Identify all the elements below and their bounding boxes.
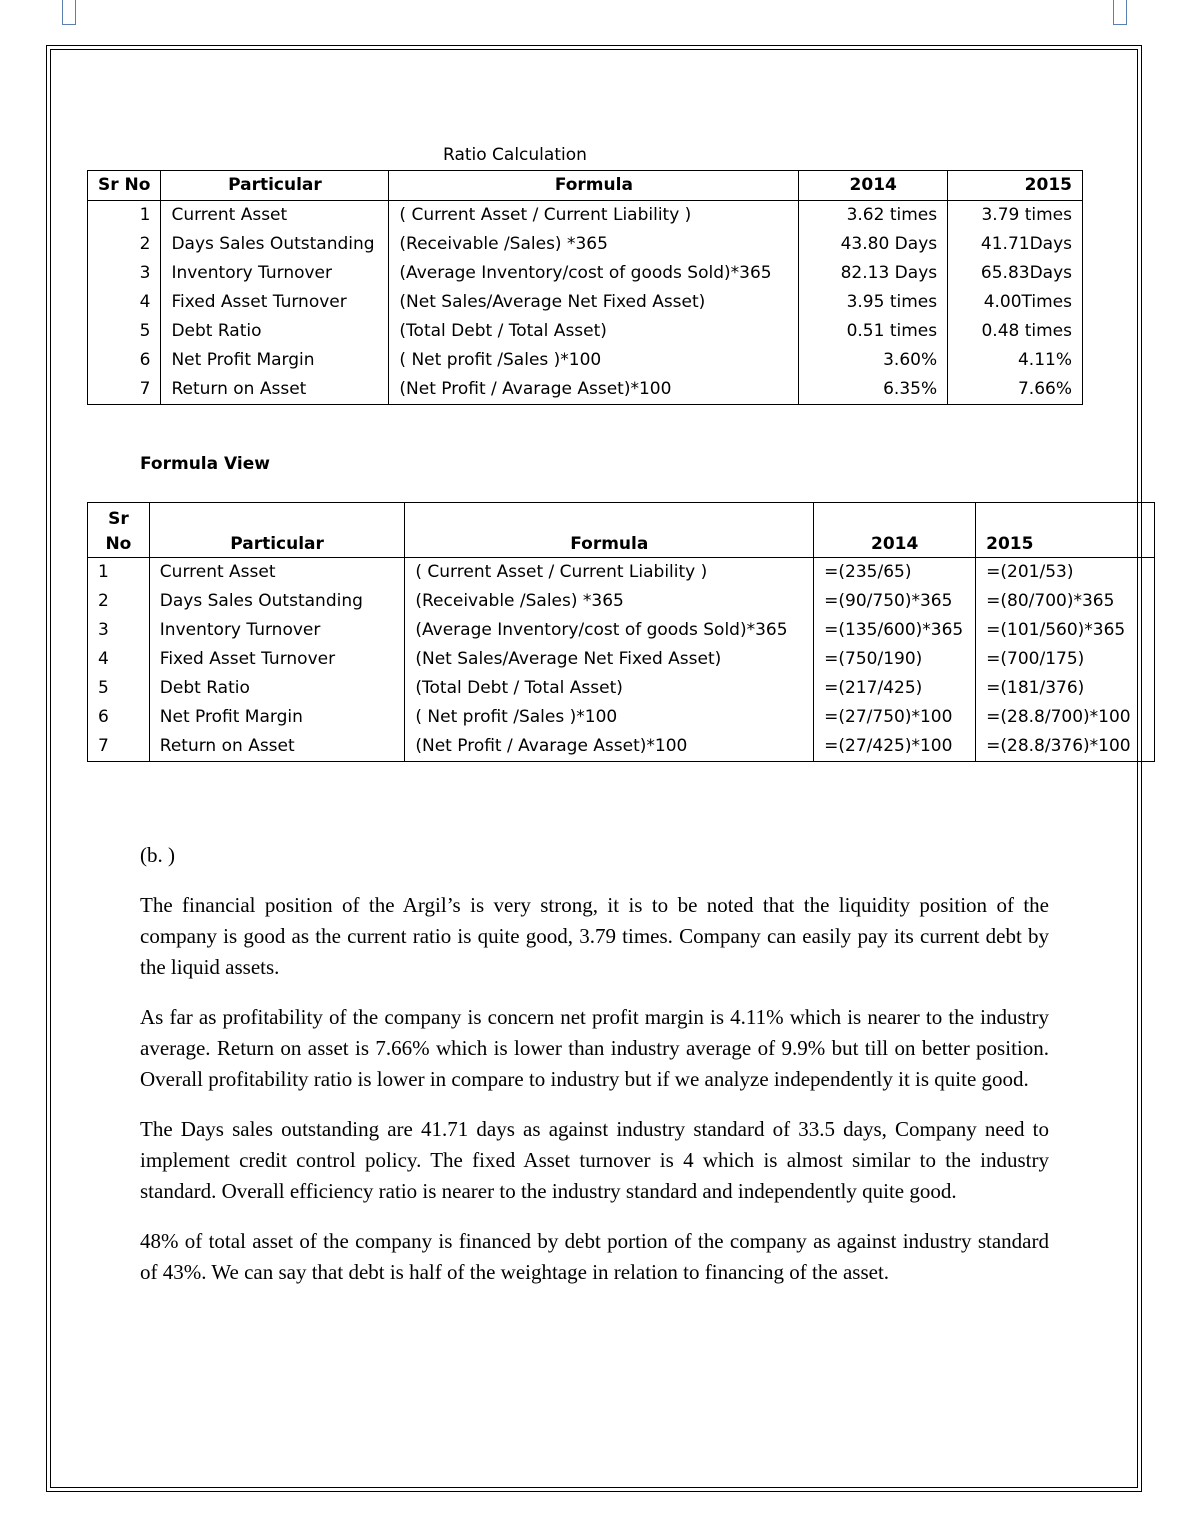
table-row [88, 616, 1155, 645]
cell-particular: Inventory Turnover [149, 616, 405, 645]
cell-sr-no: 5 [88, 674, 150, 703]
formula-view-title: Formula View [140, 454, 270, 474]
cell-2015: =(28.8/700)*100 [976, 703, 1155, 732]
analysis-section [140, 840, 1049, 1307]
cell-2014: 43.80 Days [799, 230, 948, 259]
cell-2015: =(201/53) [976, 558, 1155, 588]
table-row [88, 288, 1083, 317]
cell-sr-no: 5 [88, 317, 161, 346]
table-row [88, 587, 1155, 616]
cell-2014: =(750/190) [814, 645, 976, 674]
cell-particular: Fixed Asset Turnover [149, 645, 405, 674]
cell-2014: =(27/425)*100 [814, 732, 976, 762]
cell-sr-no: 3 [88, 259, 161, 288]
table-row [88, 645, 1155, 674]
cell-sr-no: 4 [88, 645, 150, 674]
cell-2015: =(80/700)*365 [976, 587, 1155, 616]
cell-sr-no: 2 [88, 230, 161, 259]
cell-particular: Inventory Turnover [161, 259, 389, 288]
cell-formula: (Net Profit / Avarage Asset)*100 [405, 732, 814, 762]
cell-formula: (Total Debt / Total Asset) [389, 317, 799, 346]
table-row [88, 346, 1083, 375]
cell-2014: 3.95 times [799, 288, 948, 317]
formula-view-table [87, 502, 1155, 762]
cell-2014: =(235/65) [814, 558, 976, 588]
cell-2014: 82.13 Days [799, 259, 948, 288]
cell-2014: 3.60% [799, 346, 948, 375]
cell-2015: 7.66% [948, 375, 1083, 405]
paragraph-leverage: 48% of total asset of the company is financed by debt portion of the company as against industry standard of 43%. We can say that debt is half of the weightage in relation to financing of the asset. [140, 1229, 1049, 1284]
cell-2015: =(181/376) [976, 674, 1155, 703]
cell-sr-no: 4 [88, 288, 161, 317]
header-formula: Formula [405, 503, 814, 558]
ratio-table-caption: Ratio Calculation [443, 145, 587, 165]
cell-2015: =(28.8/376)*100 [976, 732, 1155, 762]
cell-sr-no: 6 [88, 703, 150, 732]
cell-2015: =(101/560)*365 [976, 616, 1155, 645]
cell-formula: ( Net profit /Sales )*100 [389, 346, 799, 375]
cell-2014: =(90/750)*365 [814, 587, 976, 616]
cell-2014: =(135/600)*365 [814, 616, 976, 645]
cell-2015: 41.71Days [948, 230, 1083, 259]
header-sr-no: Sr No [88, 503, 150, 558]
cell-formula: ( Net profit /Sales )*100 [405, 703, 814, 732]
header-formula: Formula [389, 171, 799, 201]
section-label: (b. ) [140, 843, 175, 867]
cell-particular: Return on Asset [149, 732, 405, 762]
header-2014: 2014 [799, 171, 948, 201]
cell-formula: (Receivable /Sales) *365 [389, 230, 799, 259]
ratio-calculation-table [87, 170, 1083, 405]
paragraph-profitability: As far as profitability of the company is concern net profit margin is 4.11% which is nearer to the industry average. Return on asset is 7.66% which is lower than industry average of 9.9% but till on better position. Overall profitability ratio is lower in compare to industry but if we analyze independently it is quite good. [140, 1005, 1049, 1091]
cell-2014: 6.35% [799, 375, 948, 405]
cell-particular: Days Sales Outstanding [149, 587, 405, 616]
cell-2014: =(217/425) [814, 674, 976, 703]
cell-sr-no: 3 [88, 616, 150, 645]
cell-sr-no: 7 [88, 375, 161, 405]
cell-formula: (Receivable /Sales) *365 [405, 587, 814, 616]
cell-2014: =(27/750)*100 [814, 703, 976, 732]
header-2015: 2015 [976, 503, 1155, 558]
header-sr-no: Sr No [88, 171, 161, 201]
cell-formula: (Average Inventory/cost of goods Sold)*365 [405, 616, 814, 645]
cell-particular: Debt Ratio [149, 674, 405, 703]
cell-sr-no: 1 [88, 558, 150, 588]
cell-sr-no: 2 [88, 587, 150, 616]
table-row [88, 674, 1155, 703]
header-2015: 2015 [948, 171, 1083, 201]
cell-particular: Current Asset [161, 201, 389, 231]
table-row [88, 259, 1083, 288]
table-row [88, 703, 1155, 732]
header-2014: 2014 [814, 503, 976, 558]
cell-sr-no: 6 [88, 346, 161, 375]
table-header-row [88, 171, 1083, 201]
table-row [88, 558, 1155, 588]
cell-2015: 65.83Days [948, 259, 1083, 288]
cell-particular: Days Sales Outstanding [161, 230, 389, 259]
cell-2015: =(700/175) [976, 645, 1155, 674]
table-row [88, 201, 1083, 231]
cell-particular: Fixed Asset Turnover [161, 288, 389, 317]
cell-2015: 4.11% [948, 346, 1083, 375]
cell-formula: ( Current Asset / Current Liability ) [405, 558, 814, 588]
cell-formula: (Net Sales/Average Net Fixed Asset) [389, 288, 799, 317]
table-header-row [88, 503, 1155, 558]
table-row [88, 732, 1155, 762]
cell-2015: 3.79 times [948, 201, 1083, 231]
cell-formula: (Net Sales/Average Net Fixed Asset) [405, 645, 814, 674]
cell-particular: Net Profit Margin [149, 703, 405, 732]
corner-mark-right [1113, 0, 1127, 25]
cell-formula: (Total Debt / Total Asset) [405, 674, 814, 703]
cell-sr-no: 7 [88, 732, 150, 762]
corner-mark-left [62, 0, 76, 25]
cell-2014: 0.51 times [799, 317, 948, 346]
cell-2014: 3.62 times [799, 201, 948, 231]
cell-formula: (Net Profit / Avarage Asset)*100 [389, 375, 799, 405]
header-particular: Particular [149, 503, 405, 558]
paragraph-efficiency: The Days sales outstanding are 41.71 days as against industry standard of 33.5 days, Company need to implement credit control policy. The fixed Asset turnover is 4 which is almost similar to the industry standard. Overall efficiency ratio is nearer to the industry standard and independently quite good. [140, 1117, 1049, 1203]
paragraph-liquidity: The financial position of the Argil’s is very strong, it is to be noted that the liquidity position of the company is good as the current ratio is quite good, 3.79 times. Company can easily pay its current debt by the liquid assets. [140, 893, 1049, 979]
cell-particular: Return on Asset [161, 375, 389, 405]
cell-formula: (Average Inventory/cost of goods Sold)*365 [389, 259, 799, 288]
table-row [88, 375, 1083, 405]
cell-particular: Debt Ratio [161, 317, 389, 346]
cell-particular: Net Profit Margin [161, 346, 389, 375]
cell-2015: 0.48 times [948, 317, 1083, 346]
table-row [88, 317, 1083, 346]
cell-sr-no: 1 [88, 201, 161, 231]
table-row [88, 230, 1083, 259]
cell-particular: Current Asset [149, 558, 405, 588]
header-particular: Particular [161, 171, 389, 201]
cell-formula: ( Current Asset / Current Liability ) [389, 201, 799, 231]
cell-2015: 4.00Times [948, 288, 1083, 317]
